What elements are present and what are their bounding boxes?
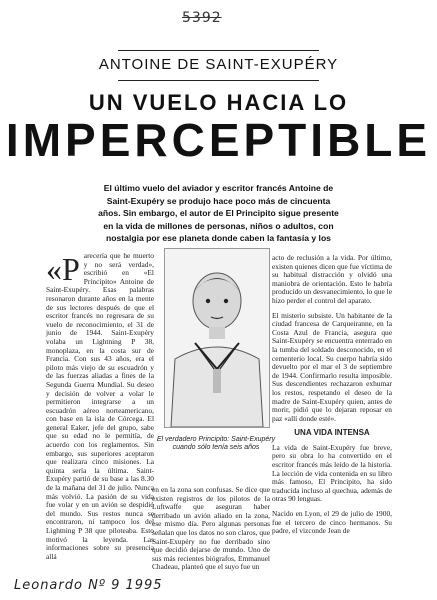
body-column-3-p1: acto de reclusión a la vida. Por último, existen quienes dicen que fue víctima de su habitual distracción y olvidó una maniobra de orientación. Esto le habría producido un desvanecimiento, lo que le hizo perder el control del aparato.	[272, 253, 392, 305]
body-column-3-p2: El misterio subsiste. Un habitante de la ciudad francesa de Carqueiranne, en la Costa Azul de Francia, asegura que Saint-Exupéry se encuentra enterrado en la tumba del soldado desconocido, en el cementerio local. Su cuerpo habría sido devuelto por el mar el 3 de septiembre de 1944. Confirmarlo resulta imposible. Sus descendientes rechazaron exhumar los restos, respetando el deseo de la madre de Saint-Exupéry quien, antes de morir, pidió que lo dejaran reposar en paz «allí donde esté».	[272, 310, 392, 423]
body-column-2: en en la zona son confusas. Se dice que existen registros de los pilotos de la Luftwaffe que aseguran haber derribado un avión aliado en la zona, ese mismo día. Pero algunas personas señalan que los datos no son claros, que Saint-Exupéry no fue derribado sino que decidió dejarse de mundo. Uno de sus más recientes biógrafos, Emmanuel Chadeau, planteó que el suyo fue un	[152, 485, 270, 572]
handwritten-source-note: Leonardo Nº 9 1995	[14, 578, 163, 593]
body-column-3	[272, 254, 392, 536]
body-column-3-p4: Nacido en Lyon, el 29 de julio de 1900, fue el tercero de cinco hermanos. Su padre, el vizconde Jean de	[272, 509, 392, 536]
handwritten-catalog-number: 5392	[182, 10, 222, 26]
body-column-3-p3: La vida de Saint-Exupéry fue breve, pero su obra lo ha convertido en el escritor francés más leído de la historia. La lección de vida contenida en su libro más famoso, El Principito, ha sido traducida incluso al quechua, además de otras 90 lenguas.	[272, 442, 392, 504]
child-portrait-photo	[164, 248, 270, 428]
author-name: ANTOINE DE SAINT-EXUPÉRY	[98, 56, 339, 73]
article-deck: El último vuelo del aviador y escritor francés Antoine de Saint-Exupéry se produjo hace poco más de cincuenta años. Sin embargo, el autor de El Principito sigue presente en la vida de millones de personas, niños o adultos, con nostalgia por ese planeta donde caben la fantasía y los	[98, 183, 339, 243]
body-column-1-text: arecería que he muerto y no será verdad», escribió en «El Principito» Antoine de Saint-Exupéry. Esas palabras resonaron durante años en la mente de sus lectores después de que el escritor francés no regresara de su vuelo de reconocimiento, el 31 de junio de 1944. Saint-Exupéry volaba un Lightning P 38, monoplaza, en la costa sur de Francia. Con sus 43 años, era el piloto más viejo de su escuadrón y de las fuerzas aliadas a fines de la Segunda Guerra Mundial. Su deseo y decisión de volver a volar le permitieron integrarse a un escuadrón aéreo norteamericano, con base en la isla de Córcega. El general Eaker, jefe del grupo, sabe que su edad no le permitía, de acuerdo con los reglamentos. Sin embargo, sus superiores aceptaron que realizara cinco misiones. La quinta sería la última. Saint-Exupéry partió de su base a las 8.30 de la mañana del 31 de julio. Nunca más volvió. La pasión de su vida fue volar y en un avión se despidió del mundo. Sus restos nunca se encontraron, ni tampoco los del Lightning P 38 que piloteaba. Esto motivó la leyenda. Las informaciones sobre su presencia allá	[46, 251, 154, 561]
photo-caption: El verdadero Principito: Saint-Exupéry cuando sólo tenía seis años	[156, 436, 276, 451]
headline-line-1: UN VUELO HACIA LO	[88, 90, 349, 115]
headline-line-2: IMPERCEPTIBLE	[5, 114, 432, 166]
section-subhead: UNA VIDA INTENSA	[294, 428, 370, 438]
author-rule	[118, 80, 319, 81]
body-column-1	[46, 252, 154, 561]
portrait-illustration	[165, 249, 269, 427]
top-rule	[118, 50, 319, 51]
drop-cap: «P	[46, 251, 80, 287]
